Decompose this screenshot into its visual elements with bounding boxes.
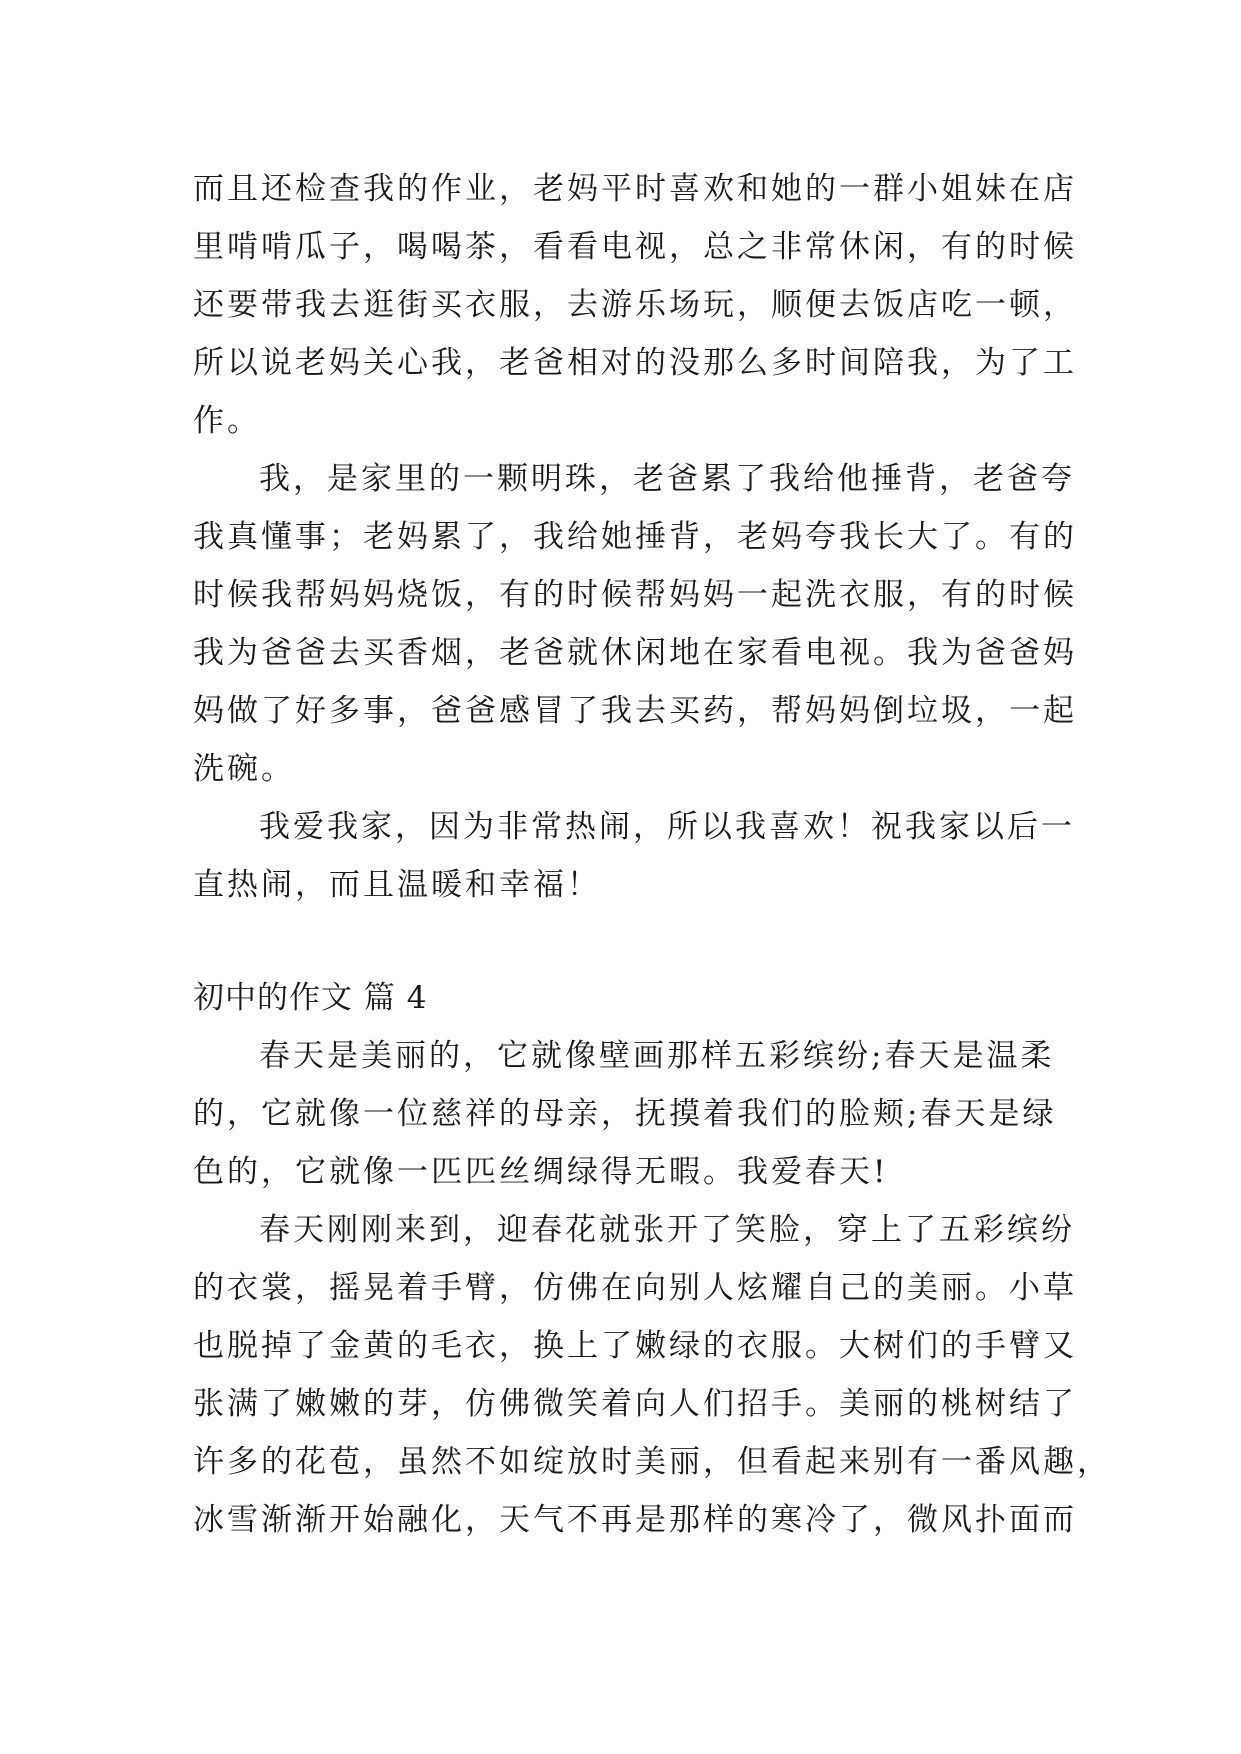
paragraph-line: 许多的花苞，虽然不如绽放时美丽，但看起来别有一番风趣， xyxy=(193,1444,1111,1480)
paragraph-line: 的衣裳，摇晃着手臂，仿佛在向别人炫耀自己的美丽。小草 xyxy=(193,1270,1077,1306)
paragraph-line: 冰雪渐渐开始融化，天气不再是那样的寒冷了，微风扑面而 xyxy=(193,1502,1077,1538)
paragraph-line: 我真懂事；老妈累了，我给她捶背，老妈夸我长大了。有的 xyxy=(193,519,1077,555)
paragraph-line: 我，是家里的一颗明珠，老爸累了我给他捶背，老爸夸 xyxy=(259,461,1075,497)
paragraph-line: 我为爸爸去买香烟，老爸就休闲地在家看电视。我为爸爸妈 xyxy=(193,635,1077,671)
paragraph-line: 里啃啃瓜子，喝喝茶，看看电视，总之非常休闲，有的时候 xyxy=(193,229,1077,265)
paragraph-line: 作。 xyxy=(193,403,261,439)
paragraph-line: 洗碗。 xyxy=(193,751,295,787)
paragraph-line: 春天是美丽的，它就像壁画那样五彩缤纷;春天是温柔 xyxy=(259,1038,1055,1074)
paragraph-line: 还要带我去逛街买衣服，去游乐场玩，顺便去饭店吃一顿， xyxy=(193,287,1077,323)
section-heading: 初中的作文 篇 4 xyxy=(193,980,428,1016)
paragraph-line: 春天刚刚来到，迎春花就张开了笑脸，穿上了五彩缤纷 xyxy=(259,1212,1075,1248)
paragraph-line: 的，它就像一位慈祥的母亲，抚摸着我们的脸颊;春天是绿 xyxy=(193,1096,1057,1132)
paragraph-line: 我爱我家，因为非常热闹，所以我喜欢！祝我家以后一 xyxy=(259,809,1075,845)
paragraph-line: 色的，它就像一匹匹丝绸绿得无暇。我爱春天! xyxy=(193,1154,889,1190)
document-body xyxy=(193,160,1111,1549)
paragraph-line: 直热闹，而且温暖和幸福！ xyxy=(193,867,601,903)
paragraph-line: 时候我帮妈妈烧饭，有的时候帮妈妈一起洗衣服，有的时候 xyxy=(193,577,1077,613)
section-gap xyxy=(193,914,1063,969)
paragraph-line: 而且还检查我的作业，老妈平时喜欢和她的一群小姐妹在店 xyxy=(193,171,1077,207)
paragraph-line: 也脱掉了金黄的毛衣，换上了嫩绿的衣服。大树们的手臂又 xyxy=(193,1328,1077,1364)
paragraph-line: 张满了嫩嫩的芽，仿佛微笑着向人们招手。美丽的桃树结了 xyxy=(193,1386,1077,1422)
paragraph-line: 妈做了好多事，爸爸感冒了我去买药，帮妈妈倒垃圾，一起 xyxy=(193,693,1077,729)
paragraph-line: 所以说老妈关心我，老爸相对的没那么多时间陪我，为了工 xyxy=(193,345,1077,381)
